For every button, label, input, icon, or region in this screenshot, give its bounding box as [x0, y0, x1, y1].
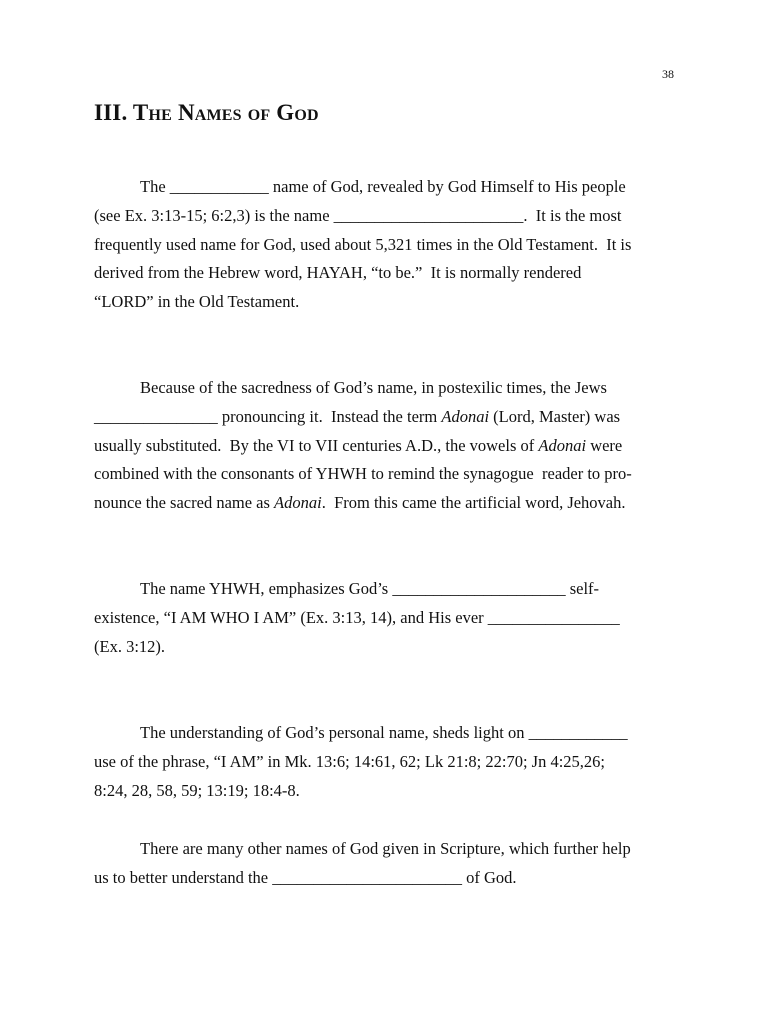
text-line: There are many other names of God given in Scripture, which further help: [140, 839, 631, 858]
text-line: The name YHWH, emphasizes God’s _____________________ self-: [140, 579, 600, 598]
text-line: (Ex. 3:12).: [94, 636, 166, 656]
paragraph-i-am: [94, 719, 674, 805]
section-heading: III. The Names of God: [94, 100, 319, 125]
text-line: _______________ pronouncing it. Instead the term Adonai (Lord, Master) was: [94, 406, 621, 426]
text-line: The ____________ name of God, revealed by God Himself to His people: [140, 177, 626, 196]
text-line: derived from the Hebrew word, HAYAH, “to be.” It is normally rendered: [94, 263, 582, 283]
text-line: 8:24, 28, 58, 59; 13:19; 18:4-8.: [94, 780, 300, 800]
italic-term: Adonai: [538, 435, 587, 455]
text-line: usually substituted. By the VI to VII centuries A.D., the vowels of Adonai were: [94, 435, 623, 455]
page-number: 38: [662, 67, 674, 81]
paragraph-adonai: [94, 374, 674, 518]
paragraph-other-names: [94, 835, 674, 893]
italic-term: Adonai: [274, 493, 322, 513]
text-line: frequently used name for God, used about 5,321 times in the Old Testament. It is: [94, 234, 632, 254]
paragraph-yhwh-emphasis: [94, 575, 674, 661]
paragraph-tetragrammaton: [94, 173, 674, 317]
text-line: (see Ex. 3:13-15; 6:2,3) is the name _______________________. It is the most: [94, 205, 622, 225]
text-line: existence, “I AM WHO I AM” (Ex. 3:13, 14), and His ever ________________: [94, 607, 620, 627]
text-line: use of the phrase, “I AM” in Mk. 13:6; 14:61, 62; Lk 21:8; 22:70; Jn 4:25,26;: [94, 751, 606, 771]
text-line: The understanding of God’s personal name, sheds light on ____________: [140, 723, 628, 742]
text-line: Because of the sacredness of God’s name, in postexilic times, the Jews: [140, 378, 607, 397]
text-line: us to better understand the _______________________ of God.: [94, 867, 517, 887]
italic-term: Adonai: [441, 406, 490, 426]
text-line: combined with the consonants of YHWH to remind the synagogue reader to pro-: [94, 464, 632, 484]
text-line: “LORD” in the Old Testament.: [94, 292, 300, 312]
text-line: nounce the sacred name as Adonai. From this came the artificial word, Jehovah.: [94, 493, 626, 513]
